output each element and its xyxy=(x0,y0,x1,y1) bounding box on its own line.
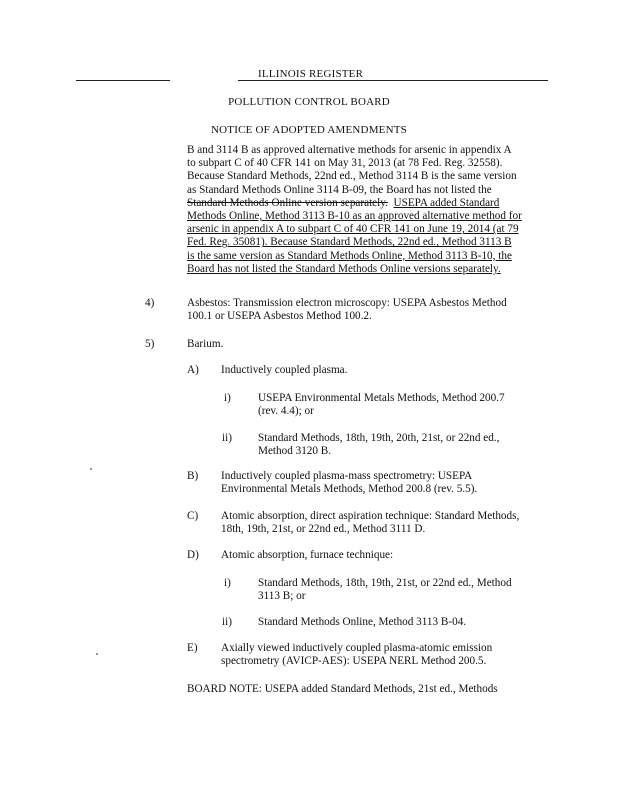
subitem-label-d: D) xyxy=(187,549,199,561)
struck-text: Standard Methods Online version separately. xyxy=(187,196,388,209)
subitem-label-e: E) xyxy=(187,642,198,654)
subitem-label-c: C) xyxy=(187,510,199,522)
subitem-a-title: Inductively coupled plasma. xyxy=(221,364,348,376)
asbestos-line: Asbestos: Transmission electron microscopy: USEPA Asbestos Method xyxy=(187,297,507,309)
subitem-label-a: A) xyxy=(187,364,199,376)
subsub-a-i xyxy=(258,392,505,418)
board-note: BOARD NOTE: USEPA added Standard Methods, 21st ed., Methods xyxy=(187,683,498,695)
intro-line-inserted: arsenic in appendix A to subpart C of 40 CFR 141 on June 19, 2014 (at 79 xyxy=(187,223,519,236)
subsub-label-a-ii: ii) xyxy=(222,432,232,444)
asbestos-item xyxy=(187,297,507,323)
subsub-d-i xyxy=(258,577,512,603)
intro-line-inserted: Methods Online, Method 3113 B-10 as an approved alternative method for xyxy=(187,210,522,223)
intro-line-inserted: Board has not listed the Standard Methods Online versions separately. xyxy=(187,262,501,275)
subsub-label-d-ii: ii) xyxy=(222,616,232,628)
subsub-line: 3113 B; or xyxy=(258,590,306,603)
subitem-line: spectrometry (AVICP-AES): USEPA NERL Method 200.5. xyxy=(221,655,487,668)
subitem-b xyxy=(221,470,477,496)
scan-speck xyxy=(90,468,92,470)
subsub-line: USEPA Environmental Metals Methods, Method 200.7 xyxy=(258,392,505,404)
item-number-5: 5) xyxy=(145,338,155,350)
intro-paragraph xyxy=(187,144,522,276)
header-rule-right xyxy=(238,80,548,81)
subitem-line: Environmental Metals Methods, Method 200.8 (rev. 5.5). xyxy=(221,483,478,496)
barium-title: Barium. xyxy=(187,338,224,350)
intro-line: B and 3114 B as approved alternative methods for arsenic in appendix A xyxy=(187,144,512,156)
notice-heading: NOTICE OF ADOPTED AMENDMENTS xyxy=(211,124,407,136)
subitem-line: 18th, 19th, 21st, or 22nd ed., Method 3111 D. xyxy=(221,523,426,536)
intro-line: Because Standard Methods, 22nd ed., Method 3114 B is the same version xyxy=(187,170,517,183)
intro-line: to subpart C of 40 CFR 141 on May 31, 2013 (at 78 Fed. Reg. 32558). xyxy=(187,157,503,170)
subitem-e xyxy=(221,642,492,668)
register-title: ILLINOIS REGISTER xyxy=(258,68,364,80)
subsub-label-a-i: i) xyxy=(224,392,231,404)
header-rule-left xyxy=(76,80,170,81)
subsub-d-ii: Standard Methods Online, Method 3113 B-04. xyxy=(258,616,467,628)
subsub-line: (rev. 4.4); or xyxy=(258,405,314,418)
scan-speck xyxy=(96,653,98,655)
subitem-line: Axially viewed inductively coupled plasma-atomic emission xyxy=(221,642,493,654)
item-number-4: 4) xyxy=(145,297,155,309)
subsub-a-ii xyxy=(258,432,499,458)
intro-line: as Standard Methods Online 3114 B-09, the Board has not listed the xyxy=(187,183,492,196)
subsub-line: Standard Methods, 18th, 19th, 21st, or 22nd ed., Method xyxy=(258,577,512,589)
intro-line-inserted: is the same version as Standard Methods Online, Method 3113 B-10, the xyxy=(187,249,512,262)
subsub-line: Standard Methods, 18th, 19th, 20th, 21st, or 22nd ed., xyxy=(258,432,500,444)
subitem-d-title: Atomic absorption, furnace technique: xyxy=(221,549,394,561)
subsub-label-d-i: i) xyxy=(224,577,231,589)
subitem-line: Inductively coupled plasma-mass spectrometry: USEPA xyxy=(221,470,473,482)
inserted-text: USEPA added Standard xyxy=(393,196,500,209)
asbestos-line: 100.1 or USEPA Asbestos Method 100.2. xyxy=(187,310,372,323)
subsub-line: Method 3120 B. xyxy=(258,445,332,458)
agency-heading: POLLUTION CONTROL BOARD xyxy=(228,96,390,108)
intro-line-mixed xyxy=(187,197,522,210)
subitem-line: Atomic absorption, direct aspiration technique: Standard Methods, xyxy=(221,510,520,522)
subitem-c xyxy=(221,510,519,536)
intro-line-inserted: Fed. Reg. 35081). Because Standard Methods, 22nd ed., Method 3113 B xyxy=(187,236,512,249)
subitem-label-b: B) xyxy=(187,470,199,482)
